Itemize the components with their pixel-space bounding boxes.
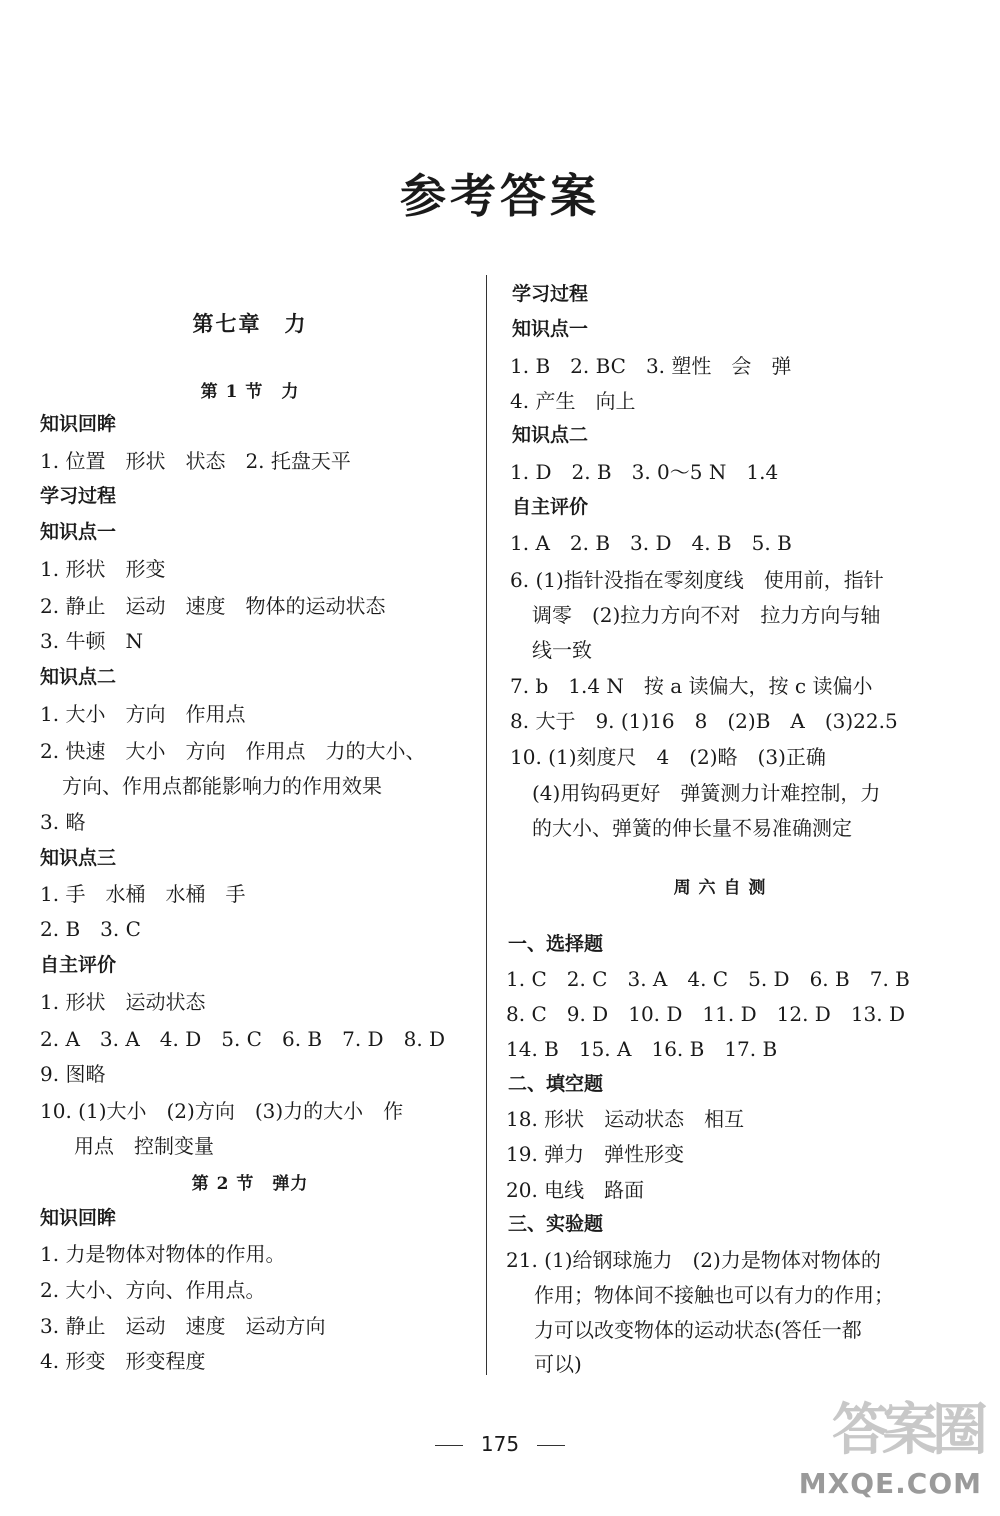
answer-line: 1. 大小 方向 作用点	[40, 702, 246, 726]
answer-line: 1. 手 水桶 水桶 手	[40, 882, 246, 906]
answer-line: 6. (1)指针没指在零刻度线 使用前，指针	[510, 568, 884, 592]
watermark-site: MXQE.COM	[798, 1467, 982, 1500]
answer-line: 1. 位置 形状 状态 2. 托盘天平	[40, 449, 351, 473]
answer-line: 7. b 1.4 N 按 a 读偏大，按 c 读偏小	[510, 674, 873, 698]
answer-line: 2. 大小、方向、作用点。	[40, 1278, 266, 1302]
answer-line: 2. B 3. C	[40, 917, 141, 941]
answer-line: 4. 形变 形变程度	[40, 1349, 206, 1373]
answer-line-continued: 线一致	[532, 638, 592, 662]
watermark	[782, 1392, 982, 1502]
answer-line: 14. B 15. A 16. B 17. B	[506, 1037, 778, 1061]
section-heading-1: 第 1 节 力	[200, 382, 300, 402]
answer-line: 1. B 2. BC 3. 塑性 会 弹	[510, 354, 792, 378]
answer-line: 9. 图略	[40, 1062, 106, 1086]
subheading: 知识点三	[40, 847, 117, 869]
answer-line: 2. 静止 运动 速度 物体的运动状态	[40, 594, 386, 618]
subheading: 知识回眸	[40, 413, 117, 435]
subheading: 学习过程	[40, 485, 117, 507]
subheading: 知识点二	[512, 424, 589, 446]
answer-line: 3. 牛顿 N	[40, 629, 143, 653]
answer-line: 1. 力是物体对物体的作用。	[40, 1242, 286, 1266]
answer-line: 20. 电线 路面	[506, 1178, 645, 1202]
watermark-logo: 答案圈	[832, 1398, 982, 1463]
answer-line: 1. C 2. C 3. A 4. C 5. D 6. B 7. B	[506, 967, 910, 991]
subheading: 自主评价	[40, 954, 117, 976]
answer-line-continued: 用点 控制变量	[74, 1134, 214, 1158]
section-heading-weekly-test: 周 六 自 测	[673, 878, 767, 898]
answer-line: 21. (1)给钢球施力 (2)力是物体对物体的	[506, 1248, 881, 1272]
answer-line: 1. 形状 形变	[40, 557, 166, 581]
answer-line-continued: 可以)	[534, 1352, 582, 1376]
subheading: 知识点一	[512, 318, 589, 340]
subheading: 学习过程	[512, 283, 589, 305]
page-title: 参考答案	[400, 169, 600, 223]
answer-line: 2. A 3. A 4. D 5. C 6. B 7. D 8. D	[40, 1027, 446, 1051]
answer-line: 10. (1)大小 (2)方向 (3)力的大小 作	[40, 1099, 404, 1123]
answer-line-continued: 力可以改变物体的运动状态(答任一都	[534, 1318, 862, 1342]
answer-line: 3. 略	[40, 810, 86, 834]
answer-line-continued: (4)用钩码更好 弹簧测力计难控制，力	[532, 781, 881, 805]
chapter-heading: 第七章 力	[192, 311, 308, 336]
answer-line: 1. D 2. B 3. 0～5 N 1.4	[510, 460, 779, 484]
subheading: 一、选择题	[508, 933, 604, 955]
answer-line-continued: 方向、作用点都能影响力的作用效果	[62, 774, 382, 798]
answer-line: 18. 形状 运动状态 相互	[506, 1107, 745, 1131]
answer-line: 10. (1)刻度尺 4 (2)略 (3)正确	[510, 745, 826, 769]
column-divider	[486, 275, 487, 1375]
answer-line: 1. 形状 运动状态	[40, 990, 206, 1014]
subheading: 知识点二	[40, 666, 117, 688]
subheading: 知识点一	[40, 521, 117, 543]
answer-line: 8. C 9. D 10. D 11. D 12. D 13. D	[506, 1002, 906, 1026]
answer-line: 4. 产生 向上	[510, 389, 636, 413]
subheading: 二、填空题	[508, 1073, 604, 1095]
answer-line: 1. A 2. B 3. D 4. B 5. B	[510, 531, 792, 555]
subheading: 三、实验题	[508, 1213, 604, 1235]
subheading: 自主评价	[512, 496, 589, 518]
dash-right	[537, 1445, 565, 1446]
page-number: 175	[480, 1432, 520, 1456]
subheading: 知识回眸	[40, 1207, 117, 1229]
answer-line: 3. 静止 运动 速度 运动方向	[40, 1314, 326, 1338]
answer-line: 2. 快速 大小 方向 作用点 力的大小、	[40, 739, 426, 763]
answer-line-continued: 的大小、弹簧的伸长量不易准确测定	[532, 816, 852, 840]
answer-line: 19. 弹力 弹性形变	[506, 1142, 685, 1166]
answer-line: 8. 大于 9. (1)16 8 (2)B A (3)22.5	[510, 709, 898, 733]
section-heading-2: 第 2 节 弹力	[191, 1174, 309, 1194]
answer-line-continued: 作用；物体间不接触也可以有力的作用；	[534, 1283, 894, 1307]
dash-left	[435, 1445, 463, 1446]
answer-line-continued: 调零 (2)拉力方向不对 拉力方向与轴	[532, 603, 881, 627]
